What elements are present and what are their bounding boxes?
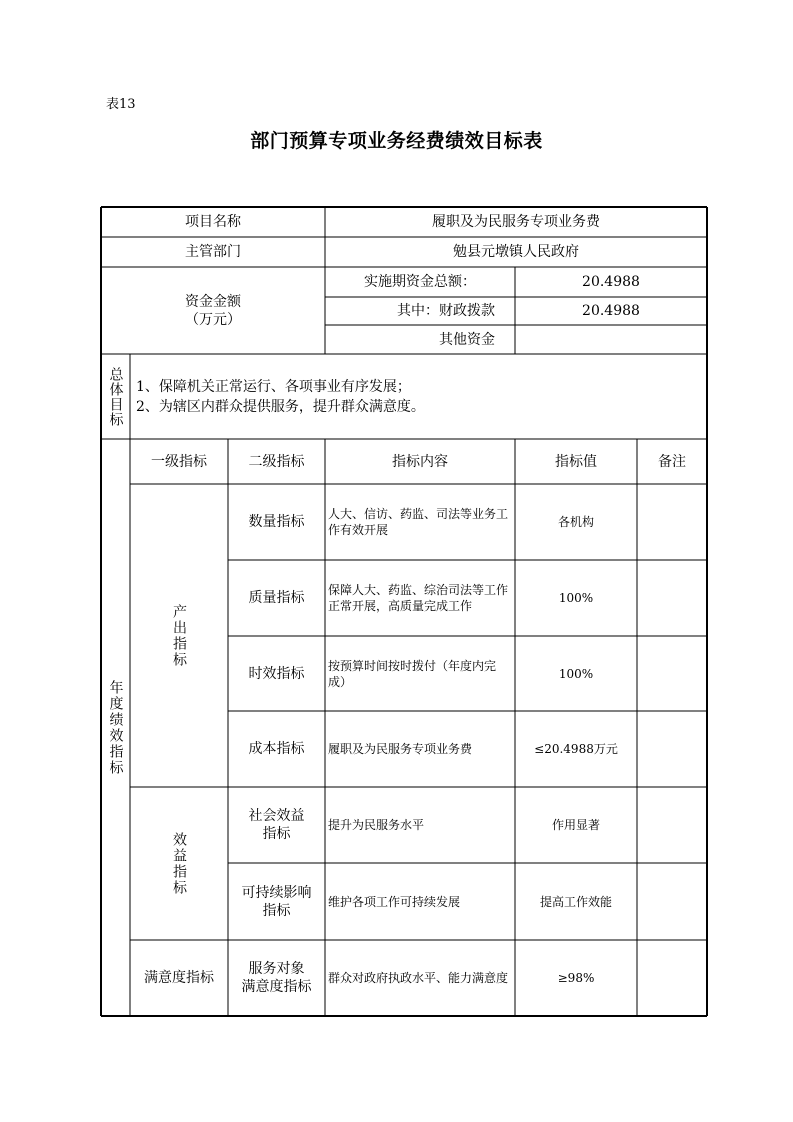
row-content: 保障人大、药监、综治司法等工作正常开展，高质量完成工作: [328, 583, 509, 613]
row-content: 维护各项工作可持续发展: [328, 894, 461, 909]
row-note: [637, 787, 707, 863]
dept-value: 勉县元墩镇人民政府: [453, 244, 579, 260]
level1-benefit: 效益指标: [171, 831, 187, 896]
dept-label: 主管部门: [185, 244, 241, 260]
row-note: [637, 940, 707, 1016]
row-value: 作用显著: [551, 818, 600, 832]
overall-goal-text: 1、保障机关正常运行、各项事业有序发展； 2、为辖区内群众提供服务，提升群众满意度。: [136, 378, 425, 415]
project-name-value: 履职及为民服务专项业务费: [432, 214, 600, 230]
header-content: 指标内容: [392, 453, 448, 470]
funds-label: 资金金额 （万元）: [185, 293, 241, 328]
row-level2: 社会效益 指标: [248, 808, 305, 842]
project-name-label: 项目名称: [185, 214, 241, 230]
page-title: 部门预算专项业务经费绩效目标表: [250, 130, 543, 152]
funds-other-label: 其他资金: [439, 331, 495, 348]
row-content: 人大、信访、药监、司法等业务工作有效开展: [328, 507, 509, 537]
annual-indicators-label: 年度绩效指标: [107, 679, 124, 776]
row-content: 提升为民服务水平: [328, 818, 425, 832]
row-level2: 可持续影响 指标: [241, 884, 312, 919]
table-number: 表13: [106, 97, 136, 112]
header-value: 指标值: [555, 453, 597, 470]
level1-output: 产出指标: [171, 603, 187, 668]
row-content: 履职及为民服务专项业务费: [328, 742, 473, 756]
funds-total-value: 20.4988: [582, 274, 640, 290]
funds-other-value: [515, 325, 707, 354]
row-level2: 服务对象 满意度指标: [241, 961, 312, 995]
funds-total-label: 实施期资金总额：: [364, 274, 476, 290]
row-note: [637, 711, 707, 787]
row-value: 100%: [558, 591, 594, 605]
row-value: 100%: [558, 666, 594, 681]
row-level2: 时效指标: [248, 665, 305, 682]
row-content: 群众对政府执政水平、能力满意度: [328, 971, 509, 985]
overall-goal-label: 总体目标: [107, 366, 124, 427]
funds-fiscal-label: 其中：财政拨款: [397, 303, 495, 319]
header-note: 备注: [658, 453, 686, 470]
funds-fiscal-value: 20.4988: [582, 303, 640, 319]
row-value: ≤20.4988万元: [534, 742, 618, 756]
level1-satisfaction: 满意度指标: [144, 970, 214, 986]
row-value: 提高工作效能: [539, 894, 612, 909]
row-note: [637, 484, 707, 560]
row-level2: 成本指标: [248, 741, 305, 757]
row-value: 各机构: [557, 515, 594, 529]
row-level2: 质量指标: [248, 590, 305, 606]
row-note: [637, 560, 707, 636]
header-level1: 一级指标: [151, 453, 207, 470]
row-note: [637, 863, 707, 940]
header-level2: 二级指标: [248, 453, 305, 470]
row-note: [637, 636, 707, 711]
row-value: ≥98%: [557, 971, 595, 985]
row-level2: 数量指标: [248, 514, 305, 530]
row-content: 按预算时间按时拨付（年度内完成）: [328, 658, 497, 689]
